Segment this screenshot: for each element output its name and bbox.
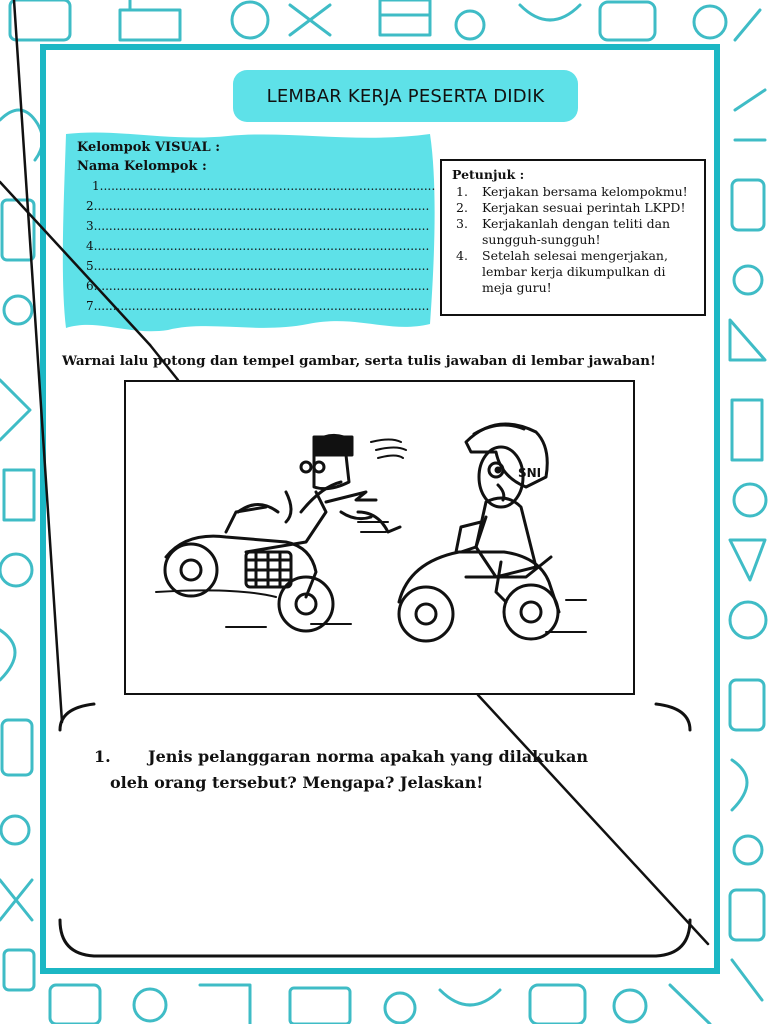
instruction-number: 1.	[456, 184, 468, 199]
illustration-box	[124, 380, 635, 695]
instruction-item	[452, 248, 696, 296]
member-line: 7........................................................................................	[86, 299, 430, 313]
member-line: 5........................................................................................	[86, 259, 430, 273]
rider-with-helmet	[399, 424, 586, 641]
motorcycle-illustration	[126, 382, 633, 693]
member-line: 4........................................................................................	[86, 239, 430, 253]
nama-kelompok-label: Nama Kelompok :	[77, 159, 207, 174]
instructions-title: Petunjuk :	[452, 167, 525, 182]
instruction-text: Kerjakan sesuai perintah LKPD!	[482, 200, 686, 215]
instruction-number: 4.	[456, 248, 468, 263]
question-1	[94, 744, 674, 796]
instruction-item	[452, 216, 696, 248]
instruction-text: Kerjakanlah dengan teliti dan sungguh-sungguh!	[482, 216, 671, 247]
question-number: 1.	[94, 747, 111, 766]
instruction-number: 3.	[456, 216, 468, 231]
kelompok-label: Kelompok VISUAL :	[77, 140, 220, 155]
rider-without-helmet	[156, 435, 406, 631]
question-line-2: oleh orang tersebut? Mengapa? Jelaskan!	[110, 773, 484, 792]
instruction-text: Kerjakan bersama kelompokmu!	[482, 184, 688, 199]
member-line: 6........................................................................................	[86, 279, 430, 293]
instruction-item	[452, 200, 696, 216]
instruction-text: Setelah selesai mengerjakan, lembar kerja dikumpulkan di meja guru!	[482, 248, 668, 295]
helmet-label: SNI	[518, 466, 542, 480]
instruction-number: 2.	[456, 200, 468, 215]
question-line-1: Jenis pelanggaran norma apakah yang dilakukan	[148, 747, 588, 766]
instructions-box	[440, 159, 706, 316]
task-instruction: Warnai lalu potong dan tempel gambar, serta tulis jawaban di lembar jawaban!	[62, 353, 656, 369]
instruction-item	[452, 184, 696, 200]
instructions-list	[452, 184, 696, 296]
member-line: 1........................................................................................	[92, 179, 436, 193]
worksheet-title: LEMBAR KERJA PESERTA DIDIK	[233, 70, 578, 122]
answer-frame	[58, 700, 698, 958]
member-line: 2........................................................................................	[86, 199, 430, 213]
group-info	[77, 138, 435, 316]
member-line: 3........................................................................................	[86, 219, 430, 233]
